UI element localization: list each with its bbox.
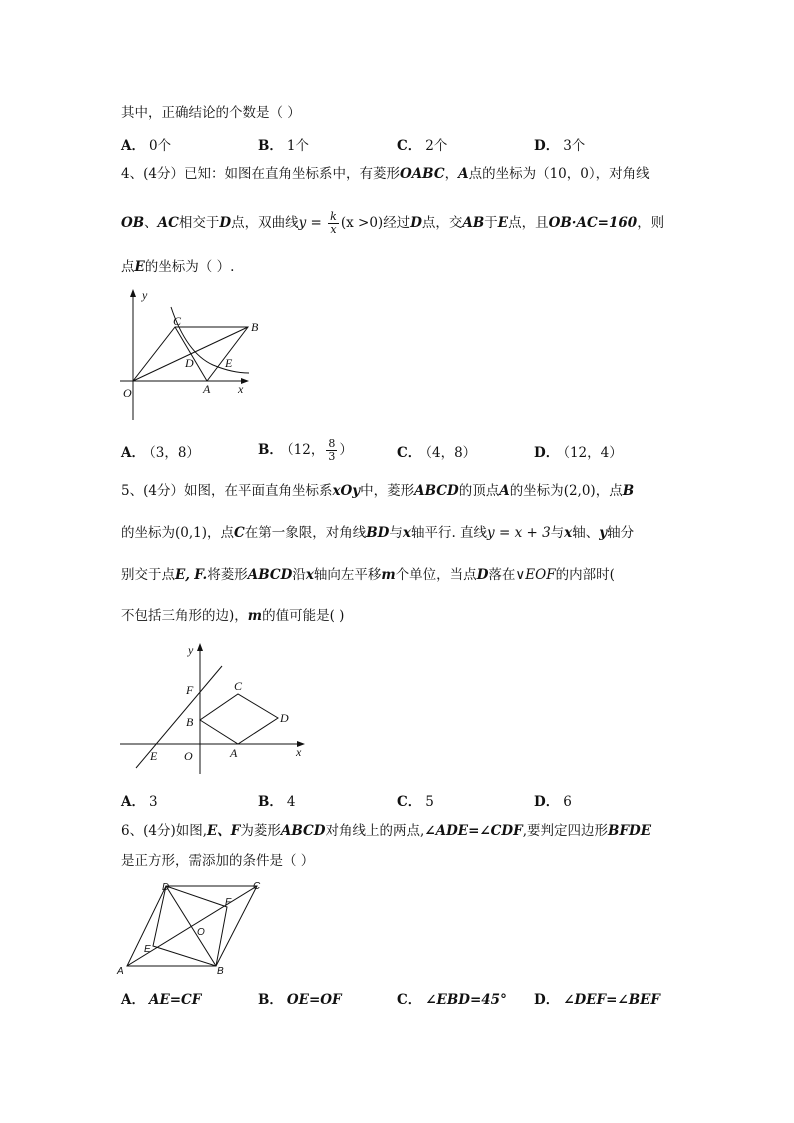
q6-label-a: A bbox=[117, 966, 124, 977]
q6-figure-rhombus-square bbox=[116, 878, 268, 976]
q5-label-b: B bbox=[186, 715, 194, 729]
q6-label-d: D bbox=[162, 882, 170, 893]
q4-option-c[interactable]: C． （4，8） bbox=[397, 445, 477, 461]
q5-option-b[interactable]: B． 4 bbox=[258, 794, 296, 810]
q4-option-b-fraction: $\frac{8}{3}$ bbox=[328, 437, 336, 463]
q3-options bbox=[121, 134, 681, 152]
q5-stem-line-2: 的坐标为(0,1)，点C在第一象限，对角线BD与x轴平行. 直线y = x + 3与x轴、y轴分 bbox=[121, 525, 635, 541]
q5-label-d: D bbox=[280, 711, 289, 725]
q5-label-y: y bbox=[188, 643, 194, 657]
q3-option-a[interactable]: A． 0个 bbox=[121, 138, 172, 154]
q3-option-c[interactable]: C． 2个 bbox=[397, 138, 448, 154]
q6-option-d[interactable]: D． ∠DEF=∠BEF bbox=[534, 992, 661, 1008]
q6-options bbox=[121, 988, 681, 1006]
q4-option-d[interactable]: D． （12，4） bbox=[534, 445, 623, 461]
q4-label-c: C bbox=[173, 314, 182, 328]
q6-diagonal-bd bbox=[166, 886, 216, 966]
q5-stem-line-1: 5、(4分）如图，在平面直角坐标系xOy中，菱形ABCD的顶点A的坐标为(2,0)，点B bbox=[121, 483, 635, 499]
q4-label-x: x bbox=[238, 382, 244, 396]
q4-label-o: O bbox=[123, 386, 132, 400]
q4-label-y: y bbox=[142, 288, 148, 302]
q6-label-f: F bbox=[225, 897, 232, 908]
q4-label-a: A bbox=[203, 382, 211, 396]
q6-label-e: E bbox=[144, 944, 151, 955]
q4-figure-rhombus-hyperbola bbox=[115, 285, 259, 425]
q6-label-c: C bbox=[253, 881, 261, 892]
q5-label-c: C bbox=[234, 679, 243, 693]
q5-options bbox=[121, 790, 681, 808]
q4-stem-line-1: 4、(4分）已知：如图在直角坐标系中，有菱形OABC，A点的坐标为（10，0），对角线 bbox=[121, 166, 650, 182]
q6-quadrilateral-bfde bbox=[153, 886, 227, 966]
q4-y-axis-arrow bbox=[130, 289, 136, 297]
q5-y-axis-arrow bbox=[197, 643, 203, 651]
q6-stem-line-1: 6、(4分)如图,E、F为菱形ABCD对角线上的两点,∠ADE=∠CDF,要判定四边形BFDE bbox=[121, 823, 652, 839]
q5-line-ef bbox=[136, 666, 222, 768]
q5-stem-line-3: 别交于点E, F.将菱形ABCD沿x轴向左平移m个单位，当点D落在∨EOF的内部时( bbox=[121, 567, 615, 583]
q5-option-a[interactable]: A． 3 bbox=[121, 794, 158, 810]
q5-stem-line-4: 不包括三角形的边)，m的值可能是( ) bbox=[121, 608, 345, 624]
q4-options bbox=[121, 437, 681, 463]
q4-option-a[interactable]: A． （3，8） bbox=[121, 445, 200, 461]
q4-label-b: B bbox=[251, 320, 259, 334]
q5-label-f: F bbox=[186, 683, 194, 697]
q4-label-d: D bbox=[185, 356, 194, 370]
q3-option-b[interactable]: B． 1个 bbox=[258, 138, 310, 154]
q4-diagonal-ac bbox=[175, 327, 207, 381]
q6-label-b: B bbox=[217, 966, 224, 977]
q4-stem-line-2: OB、AC相交于D点，双曲线y = $\frac{k}{x}$ (x >0)经过D点，交AB于E点，且OB·AC=160，则 bbox=[121, 210, 665, 236]
q6-label-o: O bbox=[197, 927, 205, 938]
q4-k-over-x-fraction: $\frac{k}{x}$ bbox=[330, 210, 337, 236]
q5-label-x: x bbox=[296, 745, 302, 759]
q5-option-c[interactable]: C． 5 bbox=[397, 794, 434, 810]
q4-stem-line-3: 点E的坐标为（ ）. bbox=[121, 259, 235, 275]
q5-figure-rhombus-line bbox=[118, 638, 308, 778]
q5-option-d[interactable]: D． 6 bbox=[534, 794, 572, 810]
q6-option-b[interactable]: B． OE=OF bbox=[258, 992, 342, 1008]
q6-option-a[interactable]: A． AE=CF bbox=[121, 992, 202, 1008]
q3-stem-end: 其中，正确结论的个数是（ ） bbox=[121, 105, 301, 121]
q6-option-c[interactable]: C． ∠EBD=45° bbox=[397, 992, 507, 1008]
q4-label-e: E bbox=[225, 356, 233, 370]
q5-label-o: O bbox=[184, 749, 193, 763]
q5-rhombus-abcd bbox=[200, 694, 278, 744]
q5-label-e: E bbox=[150, 749, 158, 763]
q3-option-d[interactable]: D． 3个 bbox=[534, 138, 586, 154]
q6-stem-line-2: 是正方形，需添加的条件是（ ） bbox=[121, 853, 315, 869]
q5-label-a: A bbox=[230, 746, 238, 760]
q4-option-b[interactable]: B． （12， $\frac{8}{3}$ ） bbox=[258, 437, 353, 463]
